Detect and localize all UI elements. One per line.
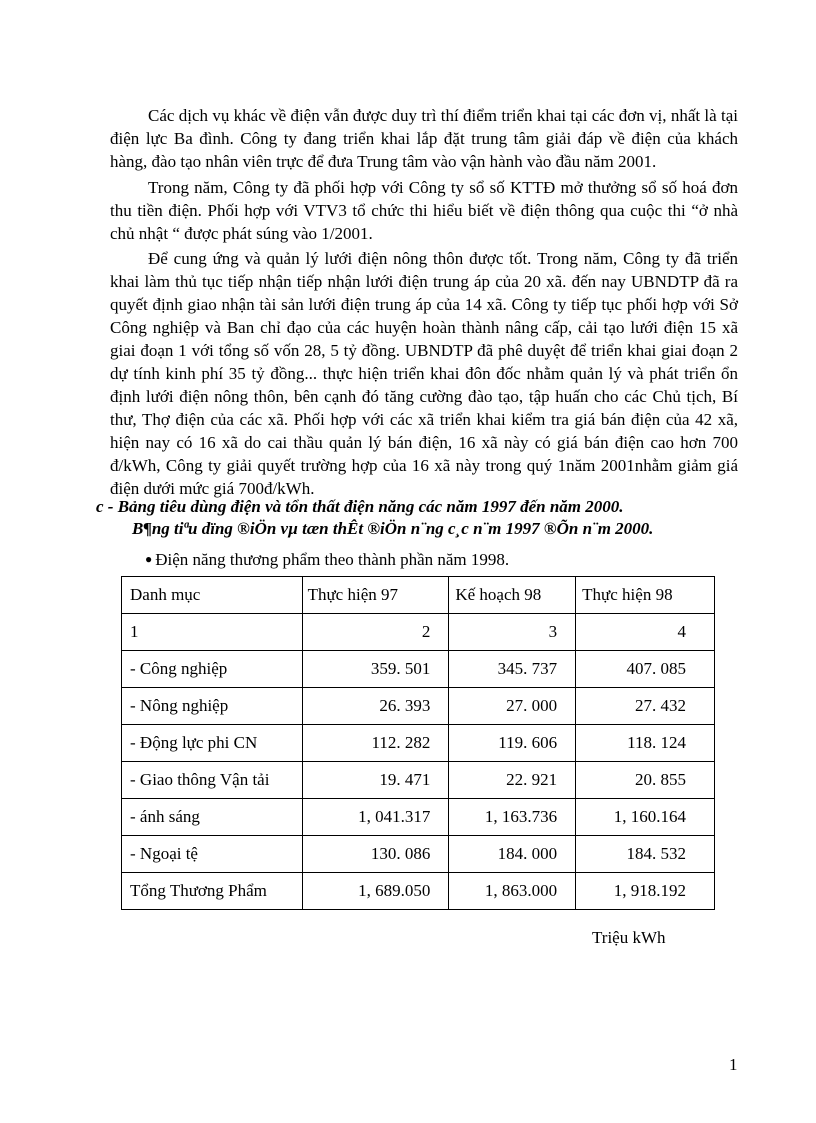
table-cell: - Ngoại tệ: [122, 836, 303, 873]
paragraph-2: Trong năm, Công ty đã phối hợp với Công ty sổ số KTTĐ mở thưởng sổ số hoá đơn thu tiền điện. Phối hợp với VTV3 tổ chức thi hiểu biết về điện thông qua cuộc thi “ở nhà chủ nhật “ được phát súng vào 1/2001.: [110, 178, 738, 243]
table-row: [122, 799, 715, 836]
paragraph-1: Các dịch vụ khác về điện vẫn được duy trì thí điểm triển khai tại các đơn vị, nhất là tại điện lực Ba đình. Công ty đang triển khai lắp đặt trung tâm giải đáp về điện của khách hàng, đào tạo nhân viên trực để đưa Trung tâm vào vận hành vào đầu năm 2001.: [110, 106, 738, 171]
table-cell: 1, 918.192: [576, 873, 715, 910]
table-cell: 1, 689.050: [302, 873, 449, 910]
table-cell: 119. 606: [449, 725, 576, 762]
table-row: [122, 688, 715, 725]
table-header-cell: Thực hiện 98: [576, 577, 715, 614]
table-cell: 1, 163.736: [449, 799, 576, 836]
table-cell: 359. 501: [302, 651, 449, 688]
table-cell: 19. 471: [302, 762, 449, 799]
table-cell: - ánh sáng: [122, 799, 303, 836]
table-header-row: [122, 577, 715, 614]
section-heading-line-2: B¶ng tiªu dïng ®iÖn vµ tæn thÊt ®iÖn n¨ng c¸c n¨m 1997 ®Õn n¨m 2000.: [132, 519, 654, 538]
table-cell: 184. 000: [449, 836, 576, 873]
table-unit-label: Triệu kWh: [592, 928, 666, 947]
table-header-cell: Kế hoạch 98: [449, 577, 576, 614]
table-row: [122, 836, 715, 873]
table-cell: 184. 532: [576, 836, 715, 873]
table-cell: Tổng Thương Phẩm: [122, 873, 303, 910]
table-cell: 112. 282: [302, 725, 449, 762]
table-index-row: [122, 614, 715, 651]
bullet-item: [145, 549, 509, 572]
table-cell: 1: [122, 614, 303, 651]
table-cell: 26. 393: [302, 688, 449, 725]
table-cell: 1, 041.317: [302, 799, 449, 836]
page-number: 1: [729, 1055, 738, 1074]
table-header-cell: Thực hiện 97: [302, 577, 449, 614]
table-cell: 345. 737: [449, 651, 576, 688]
table-cell: 22. 921: [449, 762, 576, 799]
table-cell: 2: [302, 614, 449, 651]
section-heading: [96, 496, 756, 540]
table-cell: 3: [449, 614, 576, 651]
table-cell: 130. 086: [302, 836, 449, 873]
bullet-text: Điện năng thương phẩm theo thành phần năm 1998.: [155, 550, 510, 569]
table-total-row: [122, 873, 715, 910]
table-cell: 1, 863.000: [449, 873, 576, 910]
table-row: [122, 725, 715, 762]
table-row: [122, 762, 715, 799]
table-cell: 4: [576, 614, 715, 651]
table-cell: 407. 085: [576, 651, 715, 688]
bullet-icon: ●: [145, 552, 153, 566]
energy-table: [121, 576, 715, 910]
table-cell: 27. 000: [449, 688, 576, 725]
table-cell: 27. 432: [576, 688, 715, 725]
table-header-cell: Danh mục: [122, 577, 303, 614]
table-cell: 20. 855: [576, 762, 715, 799]
table-row: [122, 651, 715, 688]
table-cell: - Động lực phi CN: [122, 725, 303, 762]
paragraph-3: Để cung ứng và quản lý lưới điện nông thôn được tốt. Trong năm, Công ty đã triển khai làm thủ tục tiếp nhận tiếp nhận lưới điện trung áp của 20 xã. đến nay UBNDTP đã ra quyết định giao nhận tài sản lưới điện trung áp của 14 xã. Công ty tiếp tục phối hợp với Sở Công nghiệp và Ban chỉ đạo của các huyện hoàn thành nâng cấp, cải tạo lưới điện 15 xã giai đoạn 1 với tổng số vốn 28, 5 tỷ đồng. UBNDTP đã phê duyệt để triển khai giai đoạn 2 dự tính kinh phí 35 tỷ đồng... thực hiện triển khai đôn đốc nhằm quản lý và phát triển ổn định lưới điện nông thôn, bên cạnh đó tăng cường đào tạo, tập huấn cho các Chủ tịch, Bí thư, Thợ điện của các xã. Phối hợp với các xã triển khai kiểm tra giá bán điện của 42 xã, hiện nay có 16 xã do cai thầu quản lý bán điện, 16 xã này có giá bán điện cao hơn 700 đ/kWh, Công ty giải quyết trường hợp của 16 xã này trong quý 1năm 2001nhằm giảm giá điện dưới mức giá 700đ/kWh.: [110, 249, 738, 498]
table-cell: 1, 160.164: [576, 799, 715, 836]
table-cell: 118. 124: [576, 725, 715, 762]
table-cell: - Nông nghiệp: [122, 688, 303, 725]
section-heading-line-1: c - Bảng tiêu dùng điện và tổn thất điện năng các năm 1997 đến năm 2000.: [96, 497, 624, 516]
table-cell: - Công nghiệp: [122, 651, 303, 688]
table-cell: - Giao thông Vận tải: [122, 762, 303, 799]
